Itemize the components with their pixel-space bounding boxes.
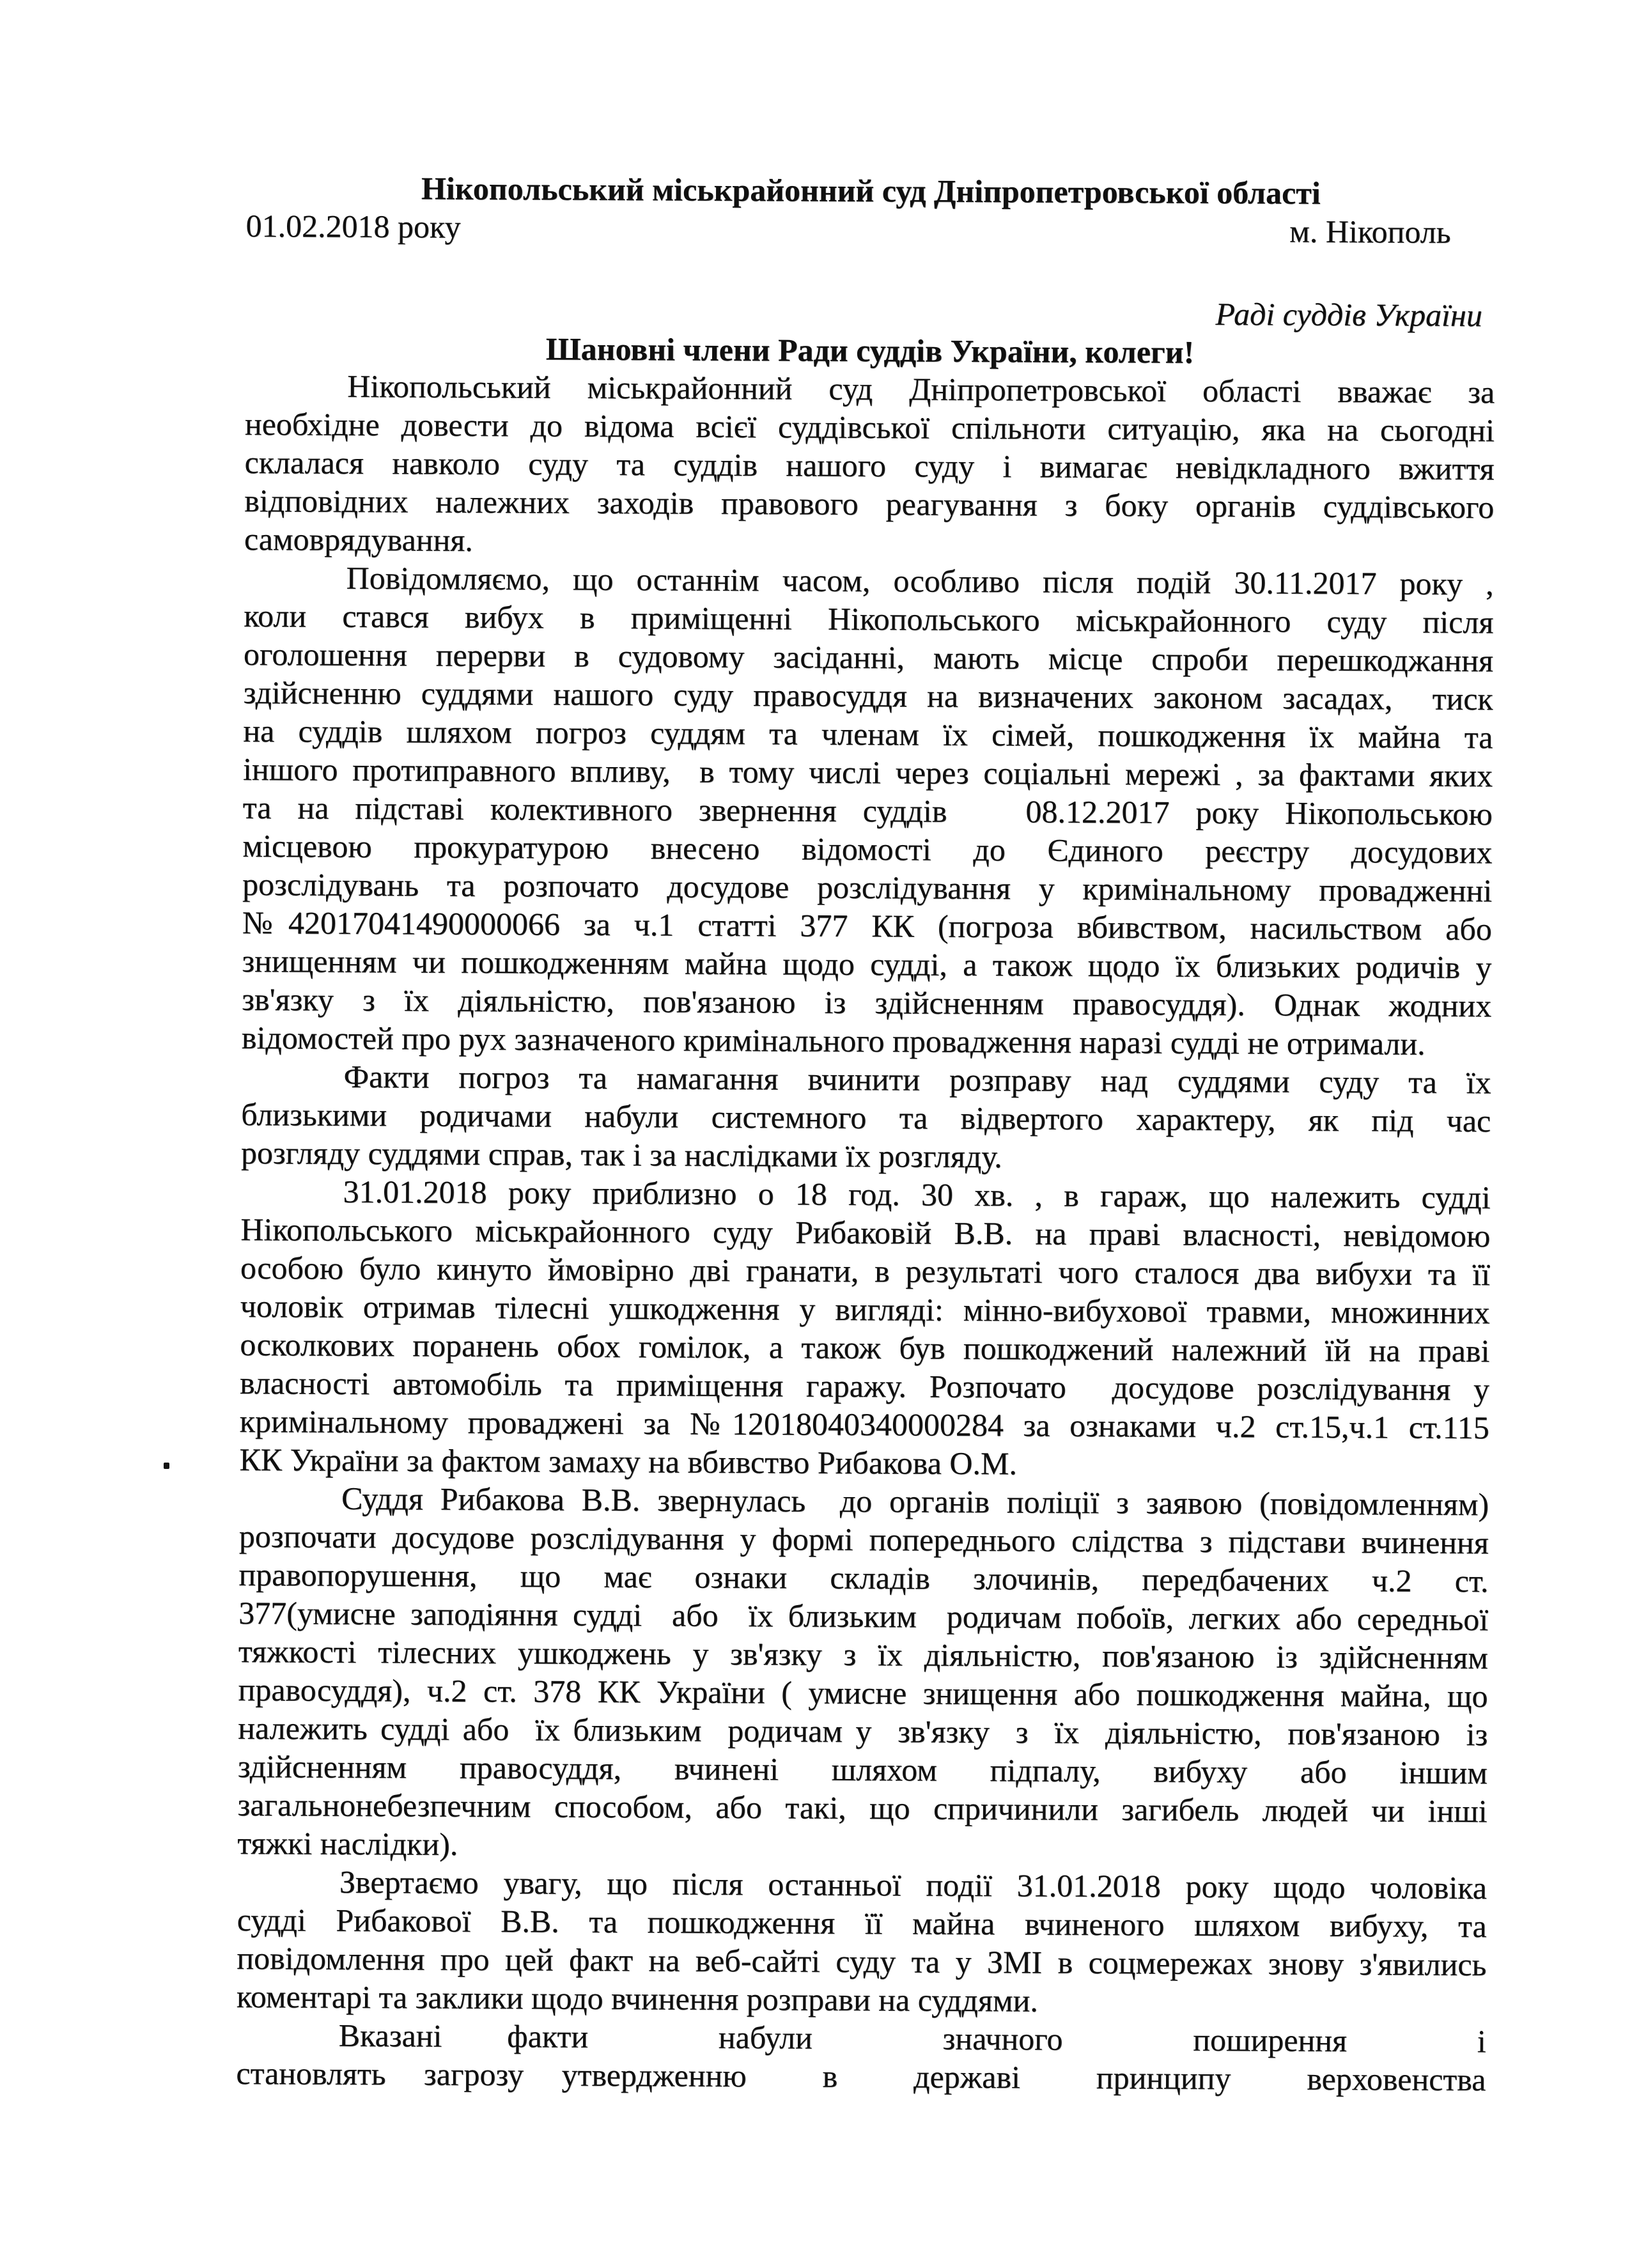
text-line: оголошення перерви в судовому засіданні, мають місце спроби перешкоджання — [243, 635, 1494, 679]
text-line: особою було кинуто ймовірно дві гранати, в результаті чого сталося два вибухи та її — [240, 1249, 1491, 1293]
text-line: склалася навколо суду та суддів нашого суду і вимагає невідкладного вжиття — [244, 444, 1495, 487]
text-line: повідомлення про цей факт на веб-сайті суду та у ЗМІ в соцмережах знову з'явились — [237, 1939, 1487, 1983]
text-line: відомостей про рух зазначеного кримінального провадження наразі судді не отримали. — [241, 1019, 1425, 1062]
text-line: 31.01.2018 року приблизно о 18 год. 30 хв. , в гараж, що належить судді — [343, 1173, 1491, 1216]
text-line: Вказані факти набули значного поширення і — [338, 2017, 1486, 2060]
text-line: загальнонебезпечним способом, або такі, що спричинили загибель людей чи інші — [237, 1786, 1488, 1829]
paragraph — [237, 1479, 1489, 1868]
text-line: на суддів шляхом погроз суддям та членам їх сімей, пошкодження їх майна та — [243, 712, 1493, 756]
text-line: відповідних належних заходів правового реагування з боку органів суддівського — [244, 482, 1495, 525]
document-date: 01.02.2018 року — [245, 207, 461, 245]
text-line: власності автомобіль та приміщення гаражу. Розпочато досудове розслідування у — [239, 1364, 1490, 1408]
text-line: самоврядування. — [244, 520, 473, 558]
text-line: тяжкості тілесних ушкоджень у зв'язку з їх діяльністю, пов'язаною із здійсненням — [238, 1633, 1488, 1676]
date-line — [245, 206, 1495, 251]
text-line: розслідувань та розпочато досудове розслідування у кримінальному провадженні — [242, 866, 1493, 909]
scan-stray-dot — [164, 1463, 169, 1469]
court-name-title: Нікопольський міськрайонний суд Дніпропетровської області — [421, 170, 1321, 211]
document-content — [236, 168, 1496, 2099]
paragraph — [244, 366, 1495, 564]
document-city: м. Нікополь — [1289, 213, 1451, 250]
text-line: осколкових поранень обох гомілок, а також був пошкоджений належний їй на праві — [240, 1326, 1490, 1369]
text-line: Нікопольський міськрайонний суд Дніпропетровської області вважає за — [347, 368, 1495, 410]
text-line: належить судді або їх близьким родичам у зв'язку з їх діяльністю, пов'язаною із — [238, 1709, 1488, 1753]
addressee: Раді суддів України — [1215, 295, 1482, 334]
text-line: місцевою прокуратурою внесено відомості до Єдиного реєстру досудових — [242, 827, 1493, 871]
text-line: здійсненням правосуддя, вчинені шляхом підпалу, вибуху або іншим — [237, 1748, 1488, 1791]
text-line: КК України за фактом замаху на вбивство Рибакова О.М. — [239, 1441, 1018, 1482]
text-line: становлять загрозу утвердженню в державі принципу верховенства — [236, 2054, 1486, 2098]
document-body — [236, 366, 1495, 2099]
text-line: коментарі та заклики щодо вчинення розправи на суддями. — [236, 1978, 1038, 2019]
text-line: іншого протиправного впливу, в тому числі через соціальні мережі , за фактами яких — [242, 750, 1493, 794]
text-line: правопорушення, що має ознаки складів злочинів, передбачених ч.2 ст. — [238, 1556, 1489, 1599]
text-line: розпочати досудове розслідування у формі попереднього слідства з підстави вчинення — [238, 1518, 1489, 1561]
text-line: Звертаємо увагу, що після останньої події 31.01.2018 року щодо чоловіка — [339, 1863, 1488, 1906]
text-line: зв'язку з їх діяльністю, пов'язаною із здійсненням правосуддя). Однак жодних — [242, 981, 1492, 1024]
text-line: знищенням чи пошкодженням майна щодо судді, а також щодо їх близьких родичів у — [242, 942, 1492, 986]
text-line: та на підставі колективного звернення суддів 08.12.2017 року Нікопольською — [242, 789, 1493, 832]
text-line: Нікопольського міськрайонного суду Рибаковій В.В. на праві власності, невідомою — [240, 1211, 1491, 1254]
salutation: Шановні члени Ради суддів України, колеги! — [545, 330, 1195, 370]
text-line: Суддя Рибакова В.В. звернулась до органів поліції з заявою (повідомленням) — [341, 1480, 1489, 1523]
text-line: розгляду суддями справ, так і за наслідками їх розгляду. — [240, 1134, 1002, 1175]
paragraph — [239, 1172, 1490, 1485]
text-line: коли стався вибух в приміщенні Нікопольського міськрайонного суду після — [244, 597, 1494, 641]
text-line: Факти погроз та намагання вчинити розправу над суддями суду та їх — [343, 1058, 1491, 1101]
text-line: близькими родичами набули системного та відвертого характеру, як під час — [241, 1096, 1491, 1139]
text-line: чоловік отримав тілесні ушкодження у вигляді: мінно-вибухової травми, множинних — [240, 1287, 1490, 1331]
text-line: здійсненню суддями нашого суду правосуддя на визначених законом засадах, тиск — [243, 674, 1493, 717]
paragraph — [236, 2016, 1486, 2099]
text-line: Повідомляємо, що останнім часом, особливо після подій 30.11.2017 року , — [346, 559, 1494, 602]
text-line: 377(умисне заподіяння судді або їх близьким родичам побоїв, легких або середньої — [238, 1594, 1489, 1638]
text-line: кримінальному проваджені за №12018040340000284 за ознаками ч.2 ст.15,ч.1 ст.115 — [239, 1402, 1489, 1446]
paragraph — [237, 1862, 1487, 2022]
paragraph — [241, 1057, 1491, 1178]
text-line: №42017041490000066 за ч.1 статті 377 КК (погроза вбивством, насильством або — [242, 904, 1492, 947]
text-line: правосуддя), ч.2 ст. 378 КК України ( умисне знищення або пошкодження майна, що — [238, 1671, 1488, 1714]
paragraph — [242, 558, 1494, 1063]
text-line: судді Рибакової В.В. та пошкодження її майна вчиненого шляхом вибуху, та — [237, 1901, 1487, 1945]
text-line: тяжкі наслідки). — [237, 1824, 458, 1862]
text-line: необхідне довести до відома всієї суддівської спільноти ситуацію, яка на сьогодні — [244, 405, 1495, 449]
